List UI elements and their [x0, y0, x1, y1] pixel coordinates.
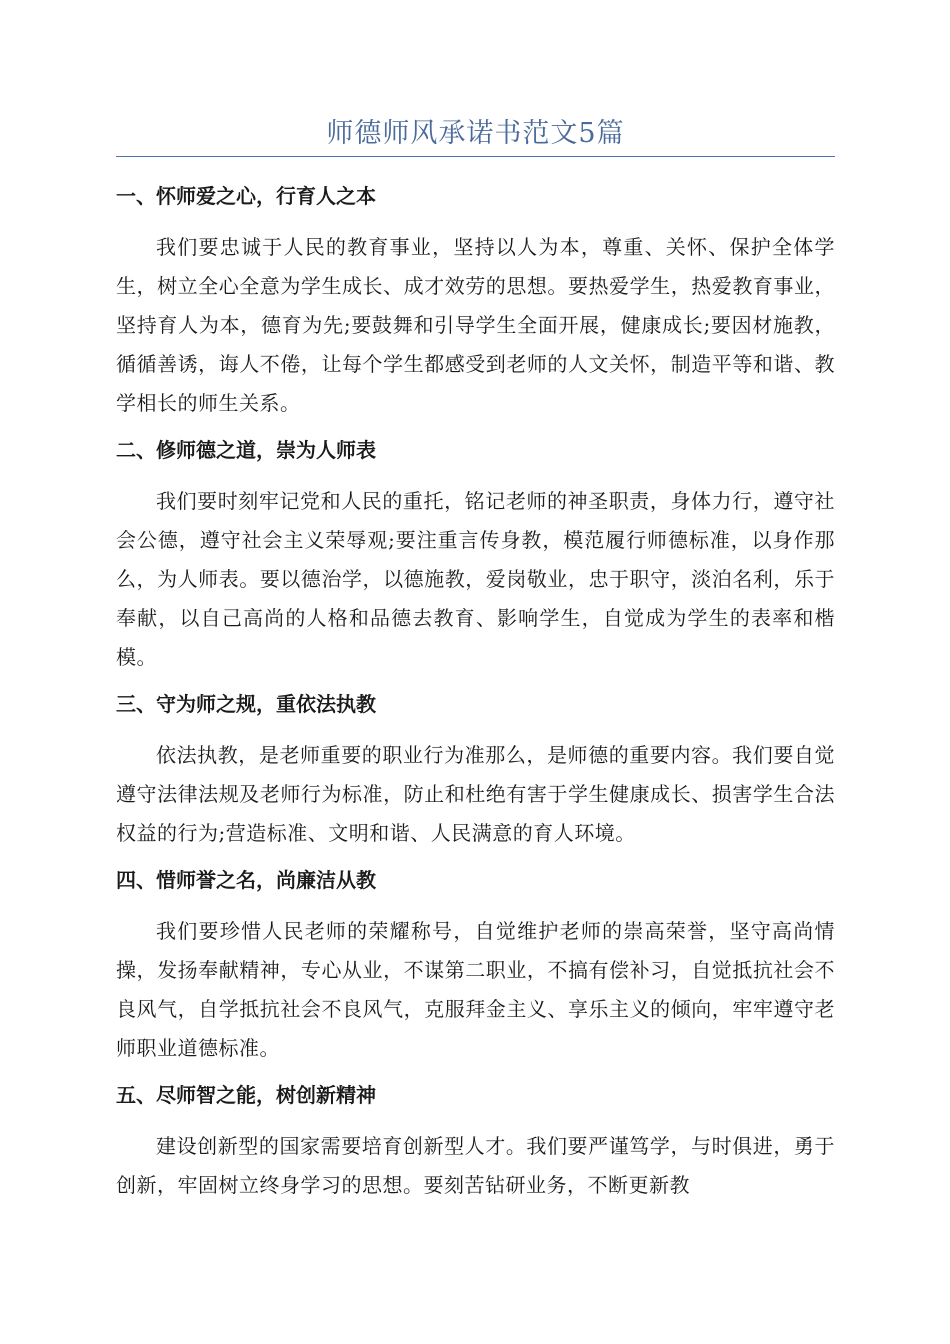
section-1: [116, 183, 835, 423]
section-heading: 三、守为师之规，重依法执教: [116, 692, 376, 716]
section-paragraph: 建设创新型的国家需要培育创新型人才。我们要严谨笃学，与时俱进，勇于创新，牢固树立终身学习的思想。要刻苦钻研业务，不断更新教: [116, 1134, 835, 1197]
title-underline: [116, 156, 835, 157]
document-page: [116, 112, 835, 1219]
section-3: [116, 691, 835, 853]
section-heading: 五、尽师智之能，树创新精神: [116, 1083, 376, 1107]
section-5: [116, 1082, 835, 1205]
section-heading: 一、怀师爱之心，行育人之本: [116, 184, 376, 208]
section-paragraph: 我们要时刻牢记党和人民的重托，铭记老师的神圣职责，身体力行，遵守社会公德，遵守社会主义荣辱观;要注重言传身教，模范履行师德标准，以身作那么，为人师表。要以德治学，以德施教，爱岗敬业，忠于职守，淡泊名利，乐于奉献，以自己高尚的人格和品德去教育、影响学生，自觉成为学生的表率和楷模。: [116, 489, 835, 669]
section-4: [116, 867, 835, 1068]
section-paragraph: 依法执教，是老师重要的职业行为准那么，是师德的重要内容。我们要自觉遵守法律法规及老师行为标准，防止和杜绝有害于学生健康成长、损害学生合法权益的行为;营造标准、文明和谐、人民满意的育人环境。: [116, 743, 835, 845]
section-2: [116, 437, 835, 677]
section-heading: 二、修师德之道，崇为人师表: [116, 438, 376, 462]
section-heading: 四、惜师誉之名，尚廉洁从教: [116, 868, 376, 892]
document-title: 师德师风承诺书范文5篇: [326, 118, 625, 149]
section-paragraph: 我们要忠诚于人民的教育事业，坚持以人为本，尊重、关怀、保护全体学生，树立全心全意为学生成长、成才效劳的思想。要热爱学生，热爱教育事业，坚持育人为本，德育为先;要鼓舞和引导学生全面开展，健康成长;要因材施教，循循善诱，诲人不倦，让每个学生都感受到老师的人文关怀，制造平等和谐、教学相长的师生关系。: [116, 235, 835, 415]
section-paragraph: 我们要珍惜人民老师的荣耀称号，自觉维护老师的崇高荣誉，坚守高尚情操，发扬奉献精神，专心从业，不谋第二职业，不搞有偿补习，自觉抵抗社会不良风气，自学抵抗社会不良风气，克服拜金主义、享乐主义的倾向，牢牢遵守老师职业道德标准。: [116, 919, 835, 1060]
